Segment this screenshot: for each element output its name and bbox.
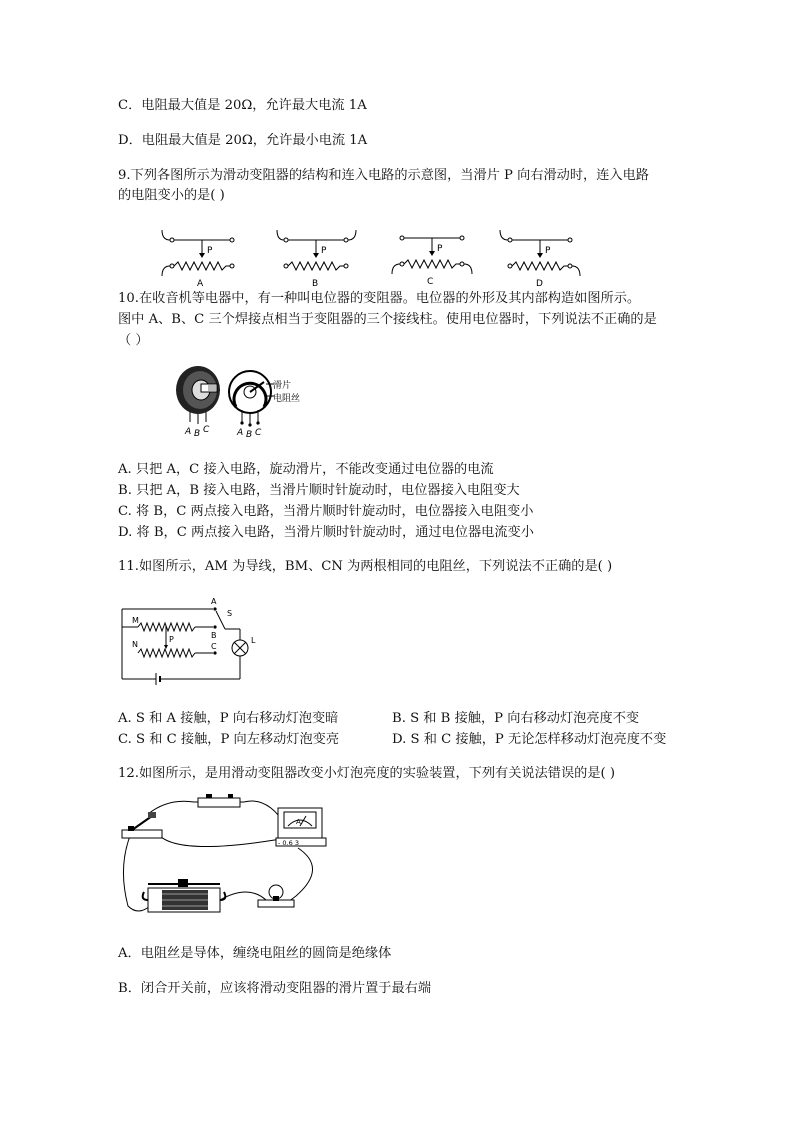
q10-ext-terminal-b: B xyxy=(194,429,201,439)
q12-battery xyxy=(194,794,244,807)
q9-label-d: D xyxy=(536,279,543,289)
q9-slider-label-a: P xyxy=(207,246,213,256)
q12-apparatus-figure xyxy=(118,788,338,928)
q11-label-s: S xyxy=(227,609,233,618)
q9-slider-label-c: P xyxy=(437,244,443,254)
q9-label-a: A xyxy=(197,279,204,289)
q11-circuit-figure xyxy=(118,595,268,693)
q12-meter-label: A xyxy=(296,818,301,826)
q12-option-a: A．电阻丝是导体，缠绕电阻丝的圆筒是绝缘体 xyxy=(118,946,392,961)
q9-stem-line2: 的电阻变小的是( ) xyxy=(118,188,225,203)
q12-lamp xyxy=(258,885,294,907)
q11-label-n: N xyxy=(132,640,138,649)
q12-ammeter xyxy=(276,808,326,847)
q10-potentiometer-figure xyxy=(170,360,310,440)
q9-rheostat-figures xyxy=(150,222,610,290)
q10-label-wire: 电阻丝 xyxy=(273,394,301,404)
q10-option-b: B. 只把 A，B 接入电路，当滑片顺时针旋动时，电位器接入电阻变大 xyxy=(118,483,520,498)
q12-option-b: B．闭合开关前，应该将滑动变阻器的滑片置于最右端 xyxy=(118,981,432,996)
q11-option-b: B. S 和 B 接触，P 向右移动灯泡亮度不变 xyxy=(392,711,640,726)
q10-stem-line2: 图中 A、B、C 三个焊接点相当于变阻器的三个接线柱。使用电位器时，下列说法不正确的是 xyxy=(118,312,657,327)
q11-label-m: M xyxy=(132,616,139,625)
q9-figure-b xyxy=(277,230,356,289)
q9-figure-c xyxy=(392,236,472,287)
q11-option-c: C. S 和 C 接触，P 向左移动灯泡变亮 xyxy=(118,732,340,747)
q9-figure-d xyxy=(500,230,580,289)
q10-label-slider: 滑片 xyxy=(273,381,292,391)
q10-stem-line1: 10.在收音机等电器中，有一种叫电位器的变阻器。电位器的外形及其内部构造如图所示。 xyxy=(118,291,641,306)
q10-ext-terminal-a: A xyxy=(185,427,192,437)
q10-int-terminal-c: C xyxy=(255,428,262,438)
q11-option-d: D. S 和 C 接触，P 无论怎样移动灯泡亮度不变 xyxy=(392,732,667,747)
q10-option-c: C. 将 B，C 两点接入电路，当滑片顺时针旋动时，电位器接入电阻变小 xyxy=(118,504,534,519)
q8-option-d: D．电阻最大值是 20Ω，允许最小电流 1A xyxy=(118,133,368,148)
q9-slider-label-d: P xyxy=(545,246,551,256)
q9-slider-label-b: P xyxy=(321,246,327,256)
q11-label-l: L xyxy=(251,636,256,645)
q9-label-b: B xyxy=(312,279,319,289)
q9-stem-line1: 9.下列各图所示为滑动变阻器的结构和连入电路的示意图，当滑片 P 向右滑动时，连入电路 xyxy=(118,168,649,183)
q10-option-a: A. 只把 A，C 接入电路，旋动滑片，不能改变通过电位器的电流 xyxy=(118,462,494,477)
q10-potentiometer-interior xyxy=(229,371,300,440)
q12-rheostat xyxy=(143,879,226,912)
q10-stem-line3: （ ） xyxy=(118,333,149,348)
q9-figure-a xyxy=(162,230,234,289)
q11-stem: 11.如图所示，AM 为导线，BM、CN 为两根相同的电阻丝，下列说法不正确的是( ) xyxy=(118,559,613,574)
q11-label-b: B xyxy=(211,631,217,640)
q10-ext-terminal-c: C xyxy=(203,425,210,435)
q12-meter-scale: - 0.6 3 xyxy=(278,839,299,847)
q10-option-d: D. 将 B，C 两点接入电路，当滑片顺时针旋动时，通过电位器电流变小 xyxy=(118,525,534,540)
q10-int-terminal-b: B xyxy=(246,430,253,440)
q11-label-p: P xyxy=(169,635,174,644)
q10-int-terminal-a: A xyxy=(237,428,244,438)
q11-option-a: A. S 和 A 接触，P 向右移动灯泡变暗 xyxy=(118,711,339,726)
q11-label-a: A xyxy=(211,597,217,606)
q8-option-c: C．电阻最大值是 20Ω，允许最大电流 1A xyxy=(118,98,367,113)
q10-potentiometer-exterior xyxy=(176,366,220,439)
q9-label-c: C xyxy=(427,277,434,287)
q11-label-c: C xyxy=(211,642,217,651)
q12-stem: 12.如图所示，是用滑动变阻器改变小灯泡亮度的实验装置，下列有关说法错误的是( ) xyxy=(118,766,616,781)
q12-switch xyxy=(122,812,162,838)
